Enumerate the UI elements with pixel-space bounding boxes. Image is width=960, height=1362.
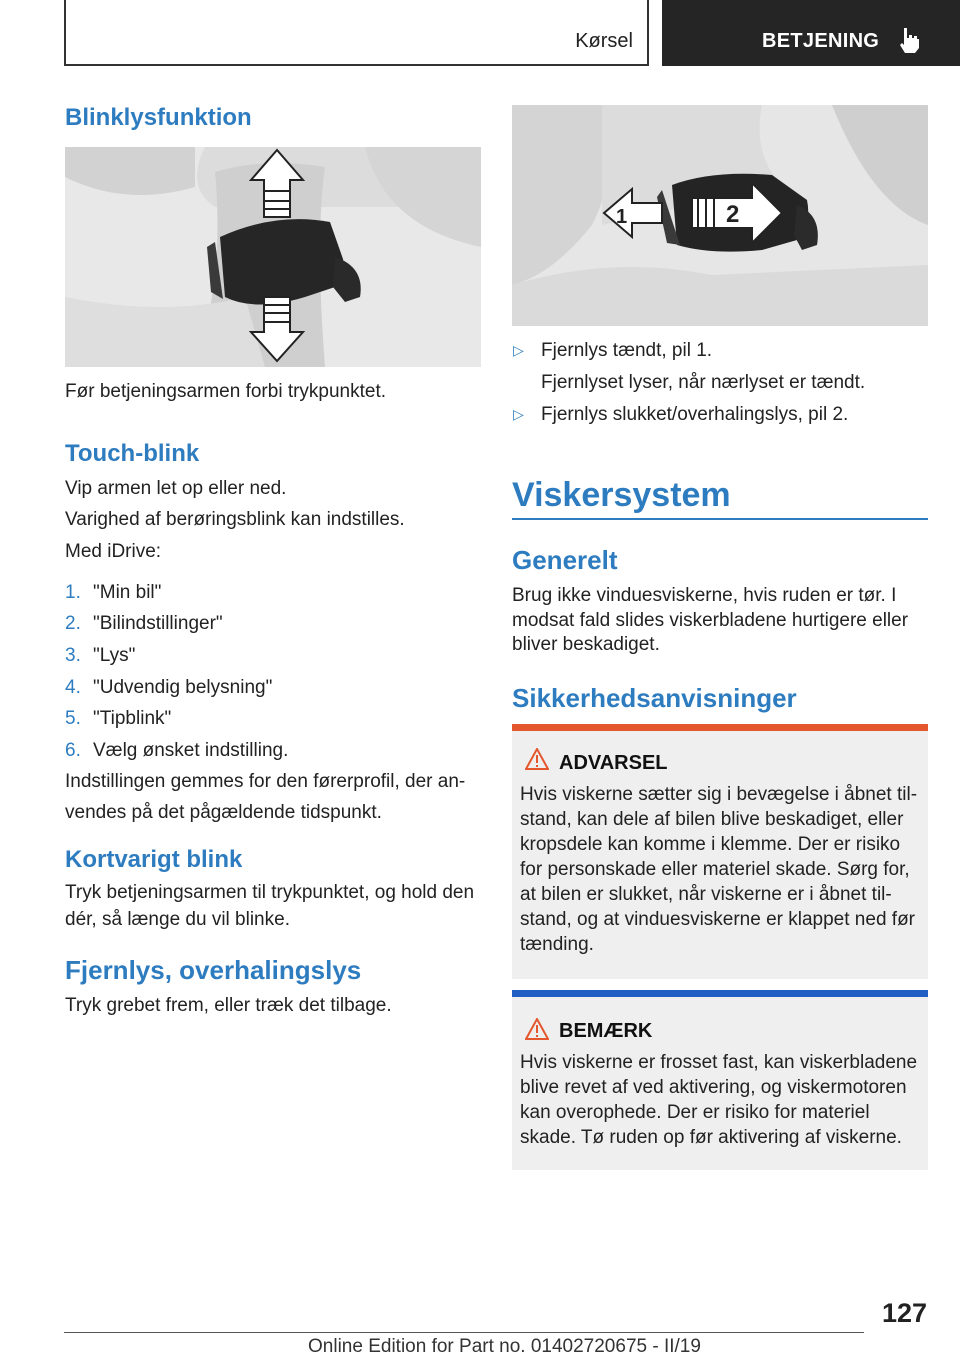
header-section-box	[64, 0, 649, 66]
general-line-1: Brug ikke vinduesviskerne, hvis ruden er tør. I	[512, 585, 897, 606]
list-item: 4. "Udvendig belysning"	[65, 677, 273, 698]
heading-kortvarigt-blink: Kortvarigt blink	[65, 846, 243, 873]
bullet-triangle-icon: ▷	[513, 406, 524, 422]
heading-blinklysfunktion: Blinklysfunktion	[65, 104, 252, 131]
pointing-hand-icon	[896, 26, 922, 54]
header-tab-label: BETJENING	[762, 30, 880, 52]
high-paragraph: Tryk grebet frem, eller træk det tilbage.	[65, 995, 392, 1016]
warning-title: ADVARSEL	[559, 752, 668, 774]
stalk-forward-back-illustration	[512, 105, 928, 326]
header-section-label: Kørsel	[575, 30, 633, 52]
header-tab[interactable]	[662, 0, 960, 66]
bullet-item-2: Fjernlys slukket/overhalingslys, pil 2.	[541, 404, 849, 425]
stalk-illustration-svg	[65, 147, 481, 367]
touch-paragraph-2: Varighed af berøringsblink kan indstilles.	[65, 509, 405, 530]
short-paragraph-line-1: Tryk betjeningsarmen til trykpunktet, og hold den	[65, 882, 475, 903]
list-item: 1. "Min bil"	[65, 582, 162, 603]
save-paragraph-line-2: vendes på det pågældende tidspunkt.	[65, 802, 382, 823]
heading-rule	[512, 518, 928, 520]
general-line-2: modsat fald slides viskerbladene hurtigere eller	[512, 610, 909, 631]
bullet-triangle-icon: ▷	[513, 342, 524, 358]
note-title: BEMÆRK	[559, 1020, 653, 1042]
note-box	[512, 990, 928, 1170]
warning-box	[512, 724, 928, 979]
stalk-forward-illustration-svg	[512, 105, 928, 326]
note-body: Hvis viskerne er frosset fast, kan viskerbladene blive revet af ved aktivering, og viskermotoren kan overophede. Der er risiko for materiel skade. Tø ruden op før aktivering af viskerne.	[520, 1052, 918, 1148]
list-item: 2. "Bilindstillinger"	[65, 613, 223, 634]
list-item: 3. "Lys"	[65, 645, 136, 666]
figure-label-1: 1	[616, 206, 628, 228]
figure-caption: Før betjeningsarmen forbi trykpunktet.	[65, 381, 387, 402]
page-number: 127	[881, 1298, 927, 1328]
heading-sikkerhedsanvisninger: Sikkerhedsanvisninger	[512, 683, 797, 713]
warning-body: Hvis viskerne sætter sig i bevægelse i åbnet til- stand, kan dele af bilen blive beskadiget, eller kropsdele kan komme i klemme. Der er risiko for personskade eller materiel skade. Sørg for, at bilen er slukket, når viskerne er i åbnet til- stand, og at vinduesviskerne er klappet ned før tænding.	[520, 784, 918, 955]
edition-text: Online Edition for Part no. 01402720675 - II/19	[308, 1336, 701, 1357]
general-line-3: bliver beskadiget.	[512, 634, 660, 655]
heading-touch-blink: Touch-blink	[65, 440, 200, 467]
footer-rule	[64, 1332, 864, 1333]
touch-paragraph-1: Vip armen let op eller ned.	[65, 478, 287, 499]
note-color-bar	[512, 990, 928, 997]
touch-paragraph-3: Med iDrive:	[65, 541, 162, 562]
warning-color-bar	[512, 724, 928, 731]
short-paragraph-line-2: dér, så længe du vil blinke.	[65, 909, 290, 930]
warning-triangle-icon	[525, 1018, 549, 1040]
warning-triangle-icon	[525, 748, 549, 770]
bullet-item-1: Fjernlys tændt, pil 1.	[541, 340, 713, 361]
save-paragraph-line-1: Indstillingen gemmes for den førerprofil, der an-	[65, 771, 466, 792]
heading-fjernlys: Fjernlys, overhalingslys	[65, 955, 362, 985]
heading-viskersystem: Viskersystem	[512, 476, 731, 514]
bullet-item-1-sub: Fjernlyset lyser, når nærlyset er tændt.	[541, 372, 866, 393]
list-item: 5. "Tipblink"	[65, 708, 172, 729]
heading-generelt: Generelt	[512, 545, 618, 575]
figure-label-2: 2	[726, 201, 740, 228]
list-item: 6. Vælg ønsket indstilling.	[65, 740, 289, 761]
stalk-up-down-illustration	[65, 147, 481, 367]
